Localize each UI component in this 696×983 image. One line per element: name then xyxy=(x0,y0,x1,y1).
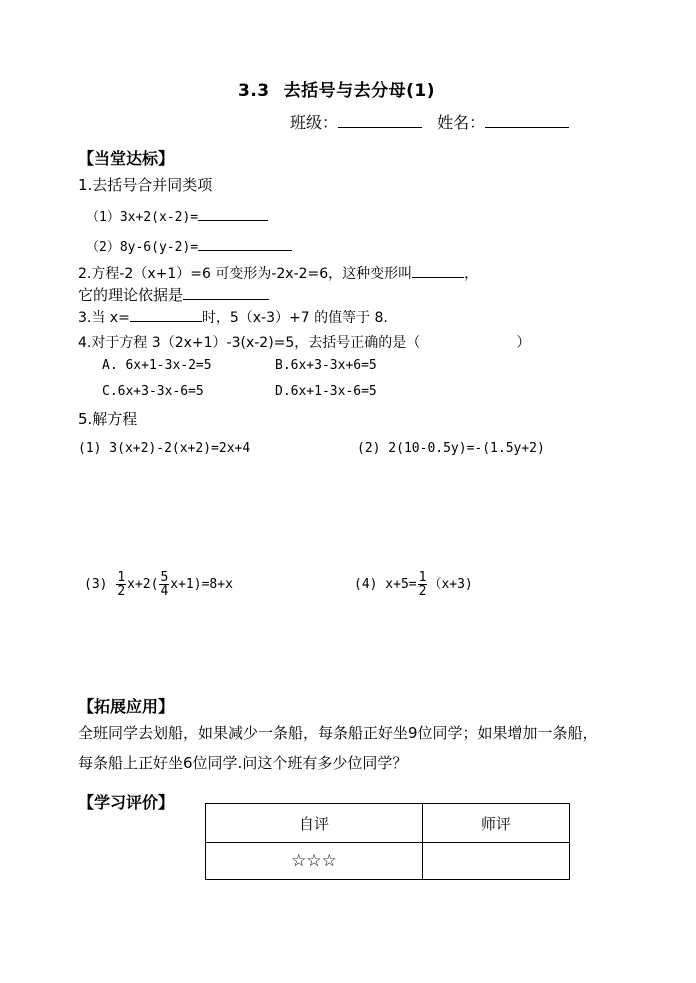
q5-eq4-end: （x+3) xyxy=(428,577,473,592)
q4-option-c[interactable]: C.6x+3-3x-6=5 xyxy=(102,384,204,399)
teacher-eval-cell[interactable] xyxy=(422,843,569,880)
title-number: 3.3 xyxy=(238,81,270,101)
q5-eq4-label: (4) x+5= xyxy=(354,577,417,592)
q1-a xyxy=(86,205,268,225)
class-label: 班级： xyxy=(290,113,339,132)
section-heading-practice: 【当堂达标】 xyxy=(78,149,175,168)
q5-eq3-fraction-2: $\frac{5}{4}$ xyxy=(160,570,169,599)
q4-option-d[interactable]: D.6x+1-3x-6=5 xyxy=(275,384,377,399)
class-blank[interactable] xyxy=(338,112,422,128)
q2-line1 xyxy=(78,262,478,283)
q4-option-b[interactable]: B.6x+3-3x+6=5 xyxy=(275,358,377,373)
q5-eq3-fraction-1: $\frac{1}{2}$ xyxy=(117,570,126,599)
q2-blank-1[interactable] xyxy=(412,262,464,278)
class-name-row xyxy=(290,110,569,133)
q4-option-a[interactable]: A. 6x+1-3x-2=5 xyxy=(102,358,212,373)
q5-eq2: (2) 2(10-0.5y)=-(1.5y+2) xyxy=(357,441,545,456)
q4-stem xyxy=(78,332,530,352)
q2-line2-text: 它的理论依据是 xyxy=(78,286,184,304)
title-text: 去括号与去分母(1) xyxy=(283,81,435,101)
q1-b xyxy=(86,235,292,255)
q1-a-text: （1）3x+2(x-2)= xyxy=(86,210,199,225)
q2-line1-comma: ， xyxy=(464,266,479,282)
q1-a-blank[interactable] xyxy=(198,205,268,221)
q3-part2: 时，5（x-3）+7 的值等于 8. xyxy=(201,310,388,326)
q5-eq3 xyxy=(84,571,233,598)
q3 xyxy=(78,306,388,327)
q2-blank-2[interactable] xyxy=(183,284,269,300)
q5-eq3-mid: x+2( xyxy=(127,577,159,592)
q5-eq4 xyxy=(354,571,473,598)
table-row xyxy=(206,843,570,880)
extension-line-1: 全班同学去划船，如果减少一条船，每条船正好坐9位同学；如果增加一条船， xyxy=(78,724,598,742)
table-header-row xyxy=(206,804,570,843)
q2-line1-text: 2.方程-2（x+1）=6 可变形为-2x-2=6，这种变形叫 xyxy=(78,266,413,282)
evaluation-table xyxy=(205,803,570,880)
q5-stem: 5.解方程 xyxy=(78,410,138,428)
page-title xyxy=(238,76,435,101)
q1-b-text: （2）8y-6(y-2)= xyxy=(86,240,199,255)
section-heading-extension: 【拓展应用】 xyxy=(78,697,175,716)
q2-line2 xyxy=(78,284,269,305)
extension-line-2: 每条船上正好坐6位同学.问这个班有多少位同学？ xyxy=(78,754,408,772)
q5-eq3-end: x+1)=8+x xyxy=(170,577,233,592)
q3-blank[interactable] xyxy=(130,306,202,322)
q5-eq1: (1) 3(x+2)-2(x+2)=2x+4 xyxy=(78,441,251,456)
section-heading-evaluation: 【学习评价】 xyxy=(78,793,175,812)
q4-close: ） xyxy=(516,335,531,351)
self-eval-stars[interactable]: ☆☆☆ xyxy=(206,843,423,880)
name-label: 姓名： xyxy=(437,113,486,132)
q5-eq3-label: (3) xyxy=(84,577,108,592)
q5-eq4-fraction: $\frac{1}{2}$ xyxy=(418,570,427,599)
q4-stem-text: 4.对于方程 3（2x+1）-3(x-2)=5，去括号正确的是（ xyxy=(78,335,421,351)
q1-stem: 1.去括号合并同类项 xyxy=(78,176,213,194)
q1-b-blank[interactable] xyxy=(198,235,292,251)
header-teacher-eval: 师评 xyxy=(422,804,569,843)
q3-part1: 3.当 x= xyxy=(78,310,130,326)
header-self-eval: 自评 xyxy=(206,804,423,843)
name-blank[interactable] xyxy=(485,112,569,128)
